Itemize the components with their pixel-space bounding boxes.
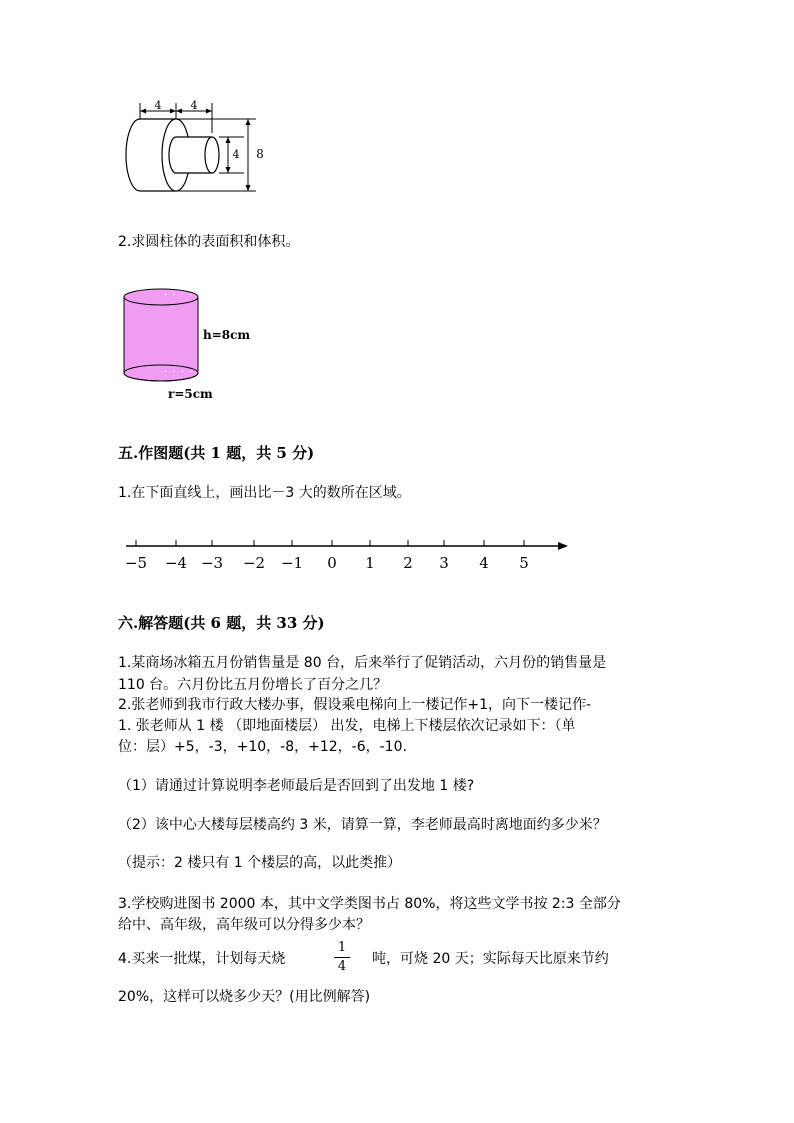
q4-part-1: 4.买来一批煤，计划每天烧 [118,951,286,967]
radius-label: r=5cm [168,387,213,401]
dim-label-a: 4 [154,99,162,112]
number-line-label: 2 [403,554,413,572]
q2-line-2: 1. 张老师从 1 楼 （即地面楼层） 出发，电梯上下楼层依次记录如下：（单 [118,718,576,734]
q2-line-1: 2.张老师到我市行政大楼办事，假设乘电梯向上一楼记作+1，向下一楼记作- [118,697,592,713]
section-5-heading: 五.作图题(共 1 题，共 5 分) [118,444,315,462]
number-line-label: 4 [479,554,489,572]
number-line-label: 5 [519,554,529,572]
svg-text:· · · · ·: · · · · · [164,367,202,378]
number-line-label: −5 [124,554,148,572]
q2-sub-1: （1）请通过计算说明李老师最后是否回到了出发地 1 楼? [118,778,475,794]
q1-line-2: 110 台。六月份比五月份增长了百分之几？ [118,677,388,693]
number-line [118,535,578,580]
number-line-label: −3 [200,554,224,572]
q4-part-2: 吨，可烧 20 天；实际每天比原来节约 [372,951,609,967]
q4-fraction [334,940,350,975]
q4-line-2: 20%，这样可以烧多少天？(用比例解答) [118,989,371,1005]
arrow-right-icon [558,542,568,550]
section-5-question-1: 1.在下面直线上，画出比－3 大的数所在区域。 [118,485,411,501]
number-line-label: −1 [280,554,304,572]
section-6-heading: 六.解答题(共 6 题，共 33 分) [118,614,325,632]
number-line-label: 0 [327,554,337,572]
number-line-label: −4 [164,554,188,572]
number-line-label: 1 [365,554,375,572]
dim-label-b: 4 [190,99,198,112]
dim-label-inner: 4 [232,148,240,161]
q3-line-2: 给中、高年级，高年级可以分得多少本？ [118,917,370,933]
pink-cylinder-figure [118,285,258,403]
height-label: h=8cm [203,328,251,342]
fraction-bar [334,957,350,958]
q2-line-3: 位：层）+5，-3，+10，-8，+12，-6，-10. [118,739,407,755]
q2-hint: （提示：2 楼只有 1 个楼层的高，以此类推） [118,855,402,871]
q2-sub-2: （2）该中心大楼每层楼高约 3 米，请算一算，李老师最高时离地面约多少米？ [118,817,607,833]
ring-cylinder-figure [118,95,278,200]
question-2-title: 2.求圆柱体的表面积和体积。 [118,234,300,250]
q1-line-1: 1.某商场冰箱五月份销售量是 80 台，后来举行了促销活动，六月份的销售量是 [118,655,607,671]
fraction-denominator: 4 [337,959,347,974]
fraction-numerator: 1 [337,940,347,955]
dim-label-outer: 8 [256,147,264,161]
q3-line-1: 3.学校购进图书 2000 本，其中文学类图书占 80%，将这些文学书按 2:3 全部分 [118,896,621,912]
svg-text:· · · · ·: · · · · · [164,290,202,301]
number-line-label: −2 [242,554,266,572]
number-line-label: 3 [439,554,449,572]
